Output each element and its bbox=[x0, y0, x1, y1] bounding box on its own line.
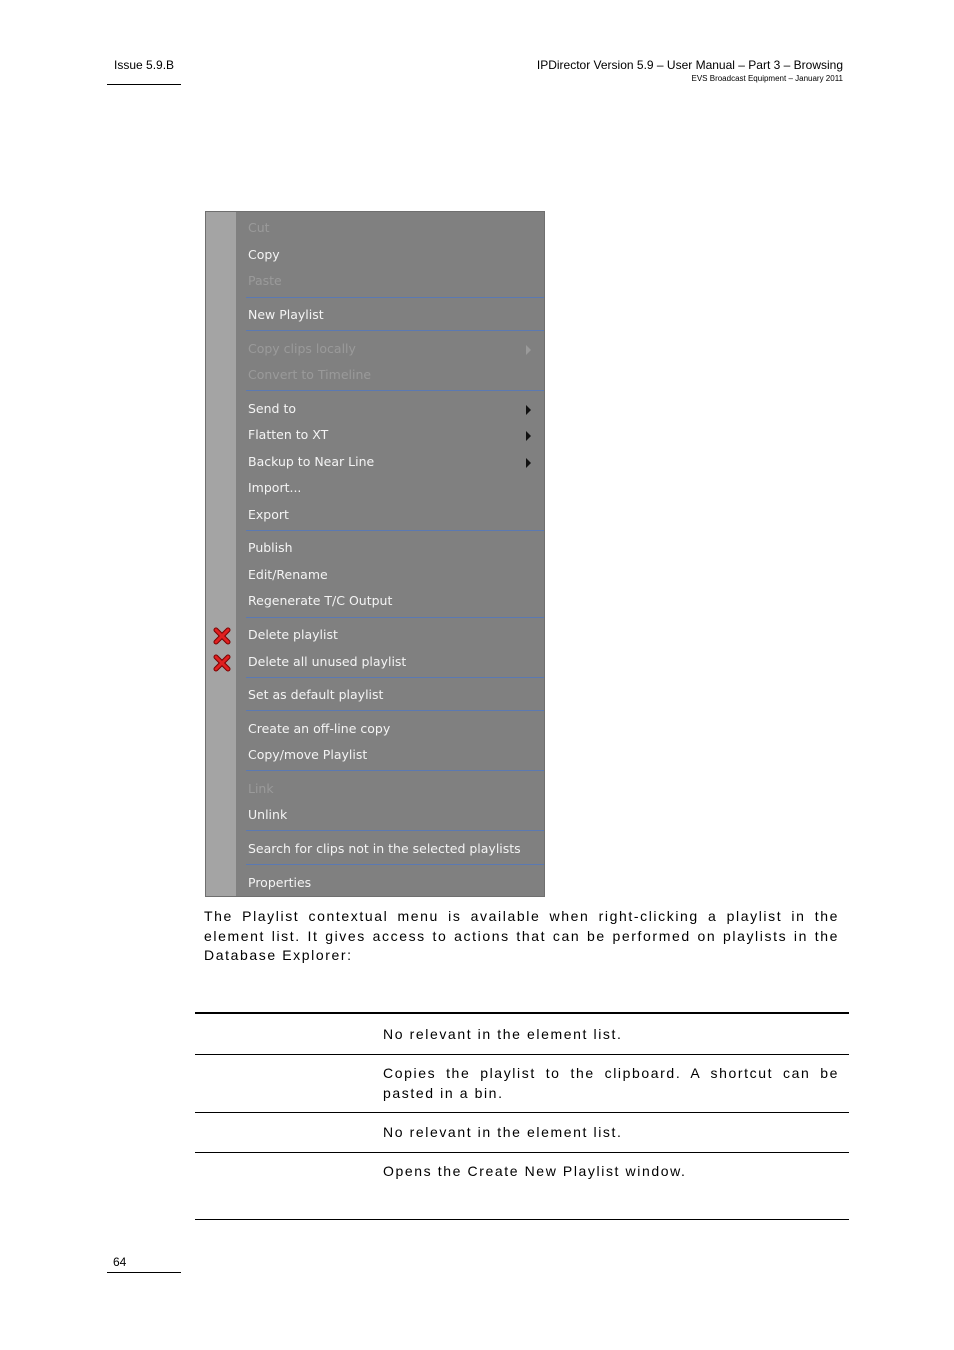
red-x-delete-icon bbox=[213, 627, 231, 645]
menu-item-edit-rename[interactable] bbox=[206, 561, 544, 587]
table-row-description: No relevant in the element list. bbox=[383, 1124, 623, 1140]
menu-item-link[interactable] bbox=[206, 775, 544, 801]
menu-item-cut[interactable] bbox=[206, 214, 544, 240]
submenu-arrow-icon bbox=[526, 431, 531, 441]
document-title: IPDirector Version 5.9 – User Manual – Part 3 – Browsing bbox=[536, 58, 843, 72]
menu-item-label: Backup to Near Line bbox=[248, 454, 375, 469]
menu-separator bbox=[246, 864, 544, 865]
menu-separator bbox=[246, 390, 544, 391]
table-top-rule bbox=[195, 1012, 849, 1014]
table-row-rule bbox=[195, 1152, 849, 1153]
menu-item-label: Cut bbox=[248, 220, 270, 235]
submenu-arrow-icon bbox=[526, 405, 531, 415]
menu-separator bbox=[246, 677, 544, 678]
menu-item-label: Delete playlist bbox=[248, 627, 338, 642]
footer-rule bbox=[107, 1272, 181, 1273]
menu-separator bbox=[246, 530, 544, 531]
menu-item-import[interactable] bbox=[206, 474, 544, 500]
table-row-description: Copies the playlist to the clipboard. A shortcut can be pasted in a bin. bbox=[383, 1065, 839, 1101]
menu-item-delete-all-unused-playlist[interactable] bbox=[206, 648, 544, 674]
menu-item-label: Export bbox=[248, 507, 289, 522]
menu-item-convert-to-timeline[interactable] bbox=[206, 361, 544, 387]
document-subtitle: EVS Broadcast Equipment – January 2011 bbox=[691, 74, 843, 83]
submenu-arrow-icon bbox=[526, 345, 531, 355]
intro-paragraph: The Playlist contextual menu is available when right-clicking a playlist in the element list. It gives access to actions that can be performed on playlists in the Database Explorer: bbox=[204, 908, 839, 963]
menu-item-search-clips-not-in-playlists[interactable] bbox=[206, 835, 544, 861]
issue-label: Issue 5.9.B bbox=[114, 58, 175, 72]
menu-item-paste[interactable] bbox=[206, 267, 544, 293]
menu-item-backup-to-near-line[interactable] bbox=[206, 448, 544, 474]
menu-item-label: Edit/Rename bbox=[248, 567, 328, 582]
menu-item-label: Copy/move Playlist bbox=[248, 747, 368, 762]
menu-separator bbox=[246, 330, 544, 331]
red-x-delete-icon bbox=[213, 654, 231, 672]
menu-item-label: Search for clips not in the selected playlists bbox=[248, 841, 521, 856]
menu-item-export[interactable] bbox=[206, 501, 544, 527]
menu-separator bbox=[246, 770, 544, 771]
menu-item-set-as-default-playlist[interactable] bbox=[206, 681, 544, 707]
menu-item-publish[interactable] bbox=[206, 534, 544, 560]
menu-item-flatten-to-xt[interactable] bbox=[206, 421, 544, 447]
menu-item-unlink[interactable] bbox=[206, 801, 544, 827]
menu-item-label: Send to bbox=[248, 401, 297, 416]
menu-item-copy-move-playlist[interactable] bbox=[206, 741, 544, 767]
menu-item-label: Properties bbox=[248, 875, 312, 890]
menu-item-label: Regenerate T/C Output bbox=[248, 593, 393, 608]
menu-item-copy-clips-locally[interactable] bbox=[206, 335, 544, 361]
menu-separator bbox=[246, 830, 544, 831]
menu-item-delete-playlist[interactable] bbox=[206, 621, 544, 647]
table-bottom-rule bbox=[195, 1219, 849, 1220]
menu-item-label: Flatten to XT bbox=[248, 427, 329, 442]
menu-item-label: Publish bbox=[248, 540, 293, 555]
menu-item-properties[interactable] bbox=[206, 869, 544, 895]
header-rule-left bbox=[107, 84, 181, 85]
menu-item-regenerate-tc-output[interactable] bbox=[206, 587, 544, 613]
menu-item-label: New Playlist bbox=[248, 307, 324, 322]
table-row-rule bbox=[195, 1112, 849, 1113]
menu-item-label: Convert to Timeline bbox=[248, 367, 372, 382]
menu-item-label: Set as default playlist bbox=[248, 687, 384, 702]
menu-separator bbox=[246, 617, 544, 618]
menu-item-label: Unlink bbox=[248, 807, 288, 822]
table-row-description: No relevant in the element list. bbox=[383, 1026, 623, 1042]
menu-item-copy[interactable] bbox=[206, 241, 544, 267]
menu-item-create-offline-copy[interactable] bbox=[206, 715, 544, 741]
menu-item-new-playlist[interactable] bbox=[206, 301, 544, 327]
menu-item-label: Delete all unused playlist bbox=[248, 654, 407, 669]
menu-item-label: Import... bbox=[248, 480, 302, 495]
menu-item-send-to[interactable] bbox=[206, 395, 544, 421]
table-row-rule bbox=[195, 1054, 849, 1055]
menu-separator bbox=[246, 297, 544, 298]
menu-item-label: Copy clips locally bbox=[248, 341, 356, 356]
menu-item-label: Link bbox=[248, 781, 274, 796]
menu-item-label: Paste bbox=[248, 273, 282, 288]
page-number: 64 bbox=[113, 1255, 127, 1269]
menu-item-label: Copy bbox=[248, 247, 280, 262]
table-row-description: Opens the Create New Playlist window. bbox=[383, 1163, 687, 1179]
playlist-context-menu bbox=[205, 211, 545, 897]
submenu-arrow-icon bbox=[526, 458, 531, 468]
menu-item-label: Create an off-line copy bbox=[248, 721, 391, 736]
menu-separator bbox=[246, 710, 544, 711]
